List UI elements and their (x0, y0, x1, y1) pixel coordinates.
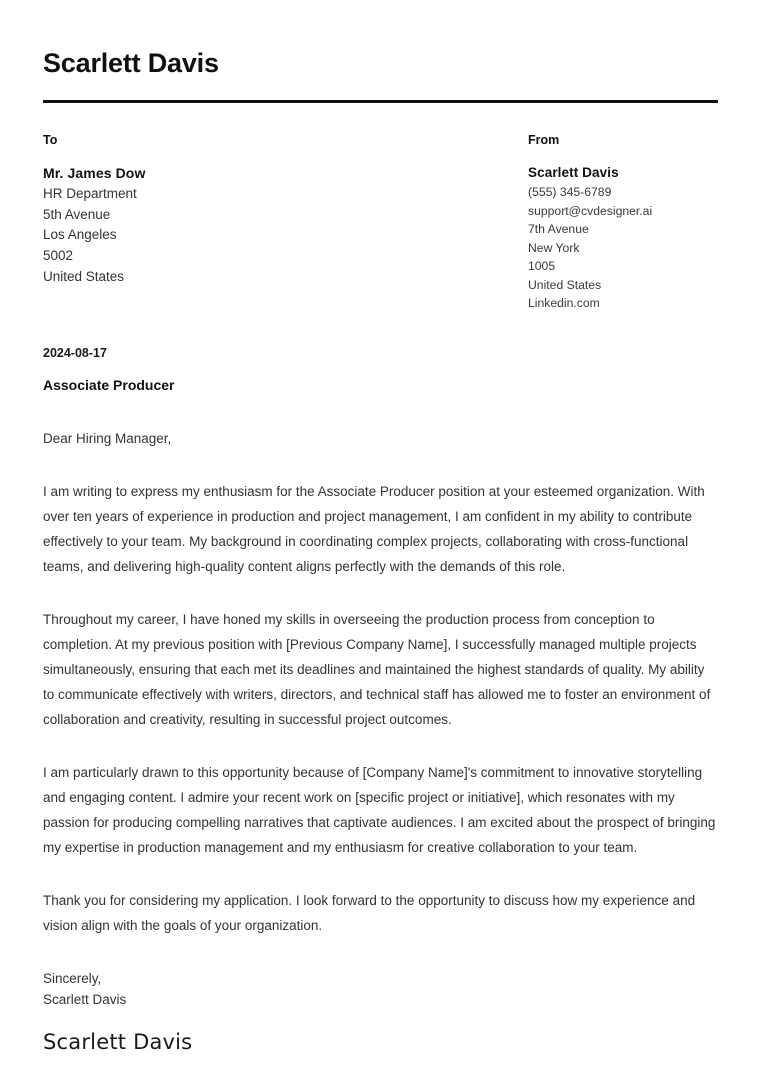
recipient-name: Mr. James Dow (43, 165, 146, 182)
sender-address-line: 7th Avenue (528, 222, 589, 237)
sender-address-line: United States (528, 277, 602, 292)
sender-label: From (528, 133, 560, 148)
body-paragraph: Thank you for considering my application. I look forward to the opportunity to discuss how my experience and vision align with the goals of your organization. (43, 893, 696, 934)
address-row (43, 133, 725, 313)
body-paragraph: I am writing to express my enthusiasm for the Associate Producer position at your esteemed organization. With over ten years of experience in production and project management, I am confident in my ability to contribute effectively to your team. My background in coordinating complex projects, collaborating with cross-functional teams, and delivering high-quality content aligns perfectly with the demands of this role. (43, 484, 705, 575)
sender-email: support@cvdesigner.ai (528, 203, 653, 218)
closing-block (43, 968, 725, 1010)
sender-column (528, 133, 725, 313)
closing-name: Scarlett Davis (43, 992, 127, 1008)
body-paragraph: Throughout my career, I have honed my skills in overseeing the production process from conception to completion. At my previous position with [Previous Company Name], I successfully managed multiple projects simultaneously, ensuring that each met its deadlines and maintained the highest standards of quality. My ability to communicate effectively with writers, directors, and technical staff has allowed me to foster an environment of collaboration and creativity, resulting in successful project outcomes. (43, 612, 711, 728)
page-title: Scarlett Davis (43, 48, 219, 78)
recipient-address-line: United States (43, 269, 125, 285)
sender-address-line: New York (528, 240, 580, 255)
sender-phone: (555) 345-6789 (528, 185, 612, 200)
signature: Scarlett Davis (43, 1030, 193, 1055)
recipient-column (43, 133, 528, 313)
letter-meta (43, 346, 725, 394)
letter-date: 2024-08-17 (43, 345, 107, 360)
header-divider (43, 100, 718, 103)
sender-website: Linkedin.com (528, 296, 600, 311)
recipient-address-line: 5th Avenue (43, 206, 111, 222)
recipient-address-line: Los Angeles (43, 227, 117, 243)
job-title: Associate Producer (43, 376, 175, 393)
sender-name: Scarlett Davis (528, 165, 619, 181)
recipient-address-line: 5002 (43, 248, 74, 264)
closing-salutation: Sincerely, (43, 971, 102, 987)
body-paragraph: I am particularly drawn to this opportunity because of [Company Name]'s commitment to innovative storytelling and engaging content. I admire your recent work on [specific project or initiative], which resonates with my passion for producing compelling narratives that captivate audiences. I am excited about the prospect of bringing my expertise in production management and my enthusiasm for creative collaboration to your team. (43, 765, 716, 856)
recipient-address-line: HR Department (43, 185, 137, 201)
sender-address-line: 1005 (528, 259, 556, 274)
recipient-address-block (43, 163, 528, 288)
salutation: Dear Hiring Manager, (43, 431, 172, 447)
recipient-label: To (43, 133, 58, 148)
sender-address-block (528, 163, 725, 313)
